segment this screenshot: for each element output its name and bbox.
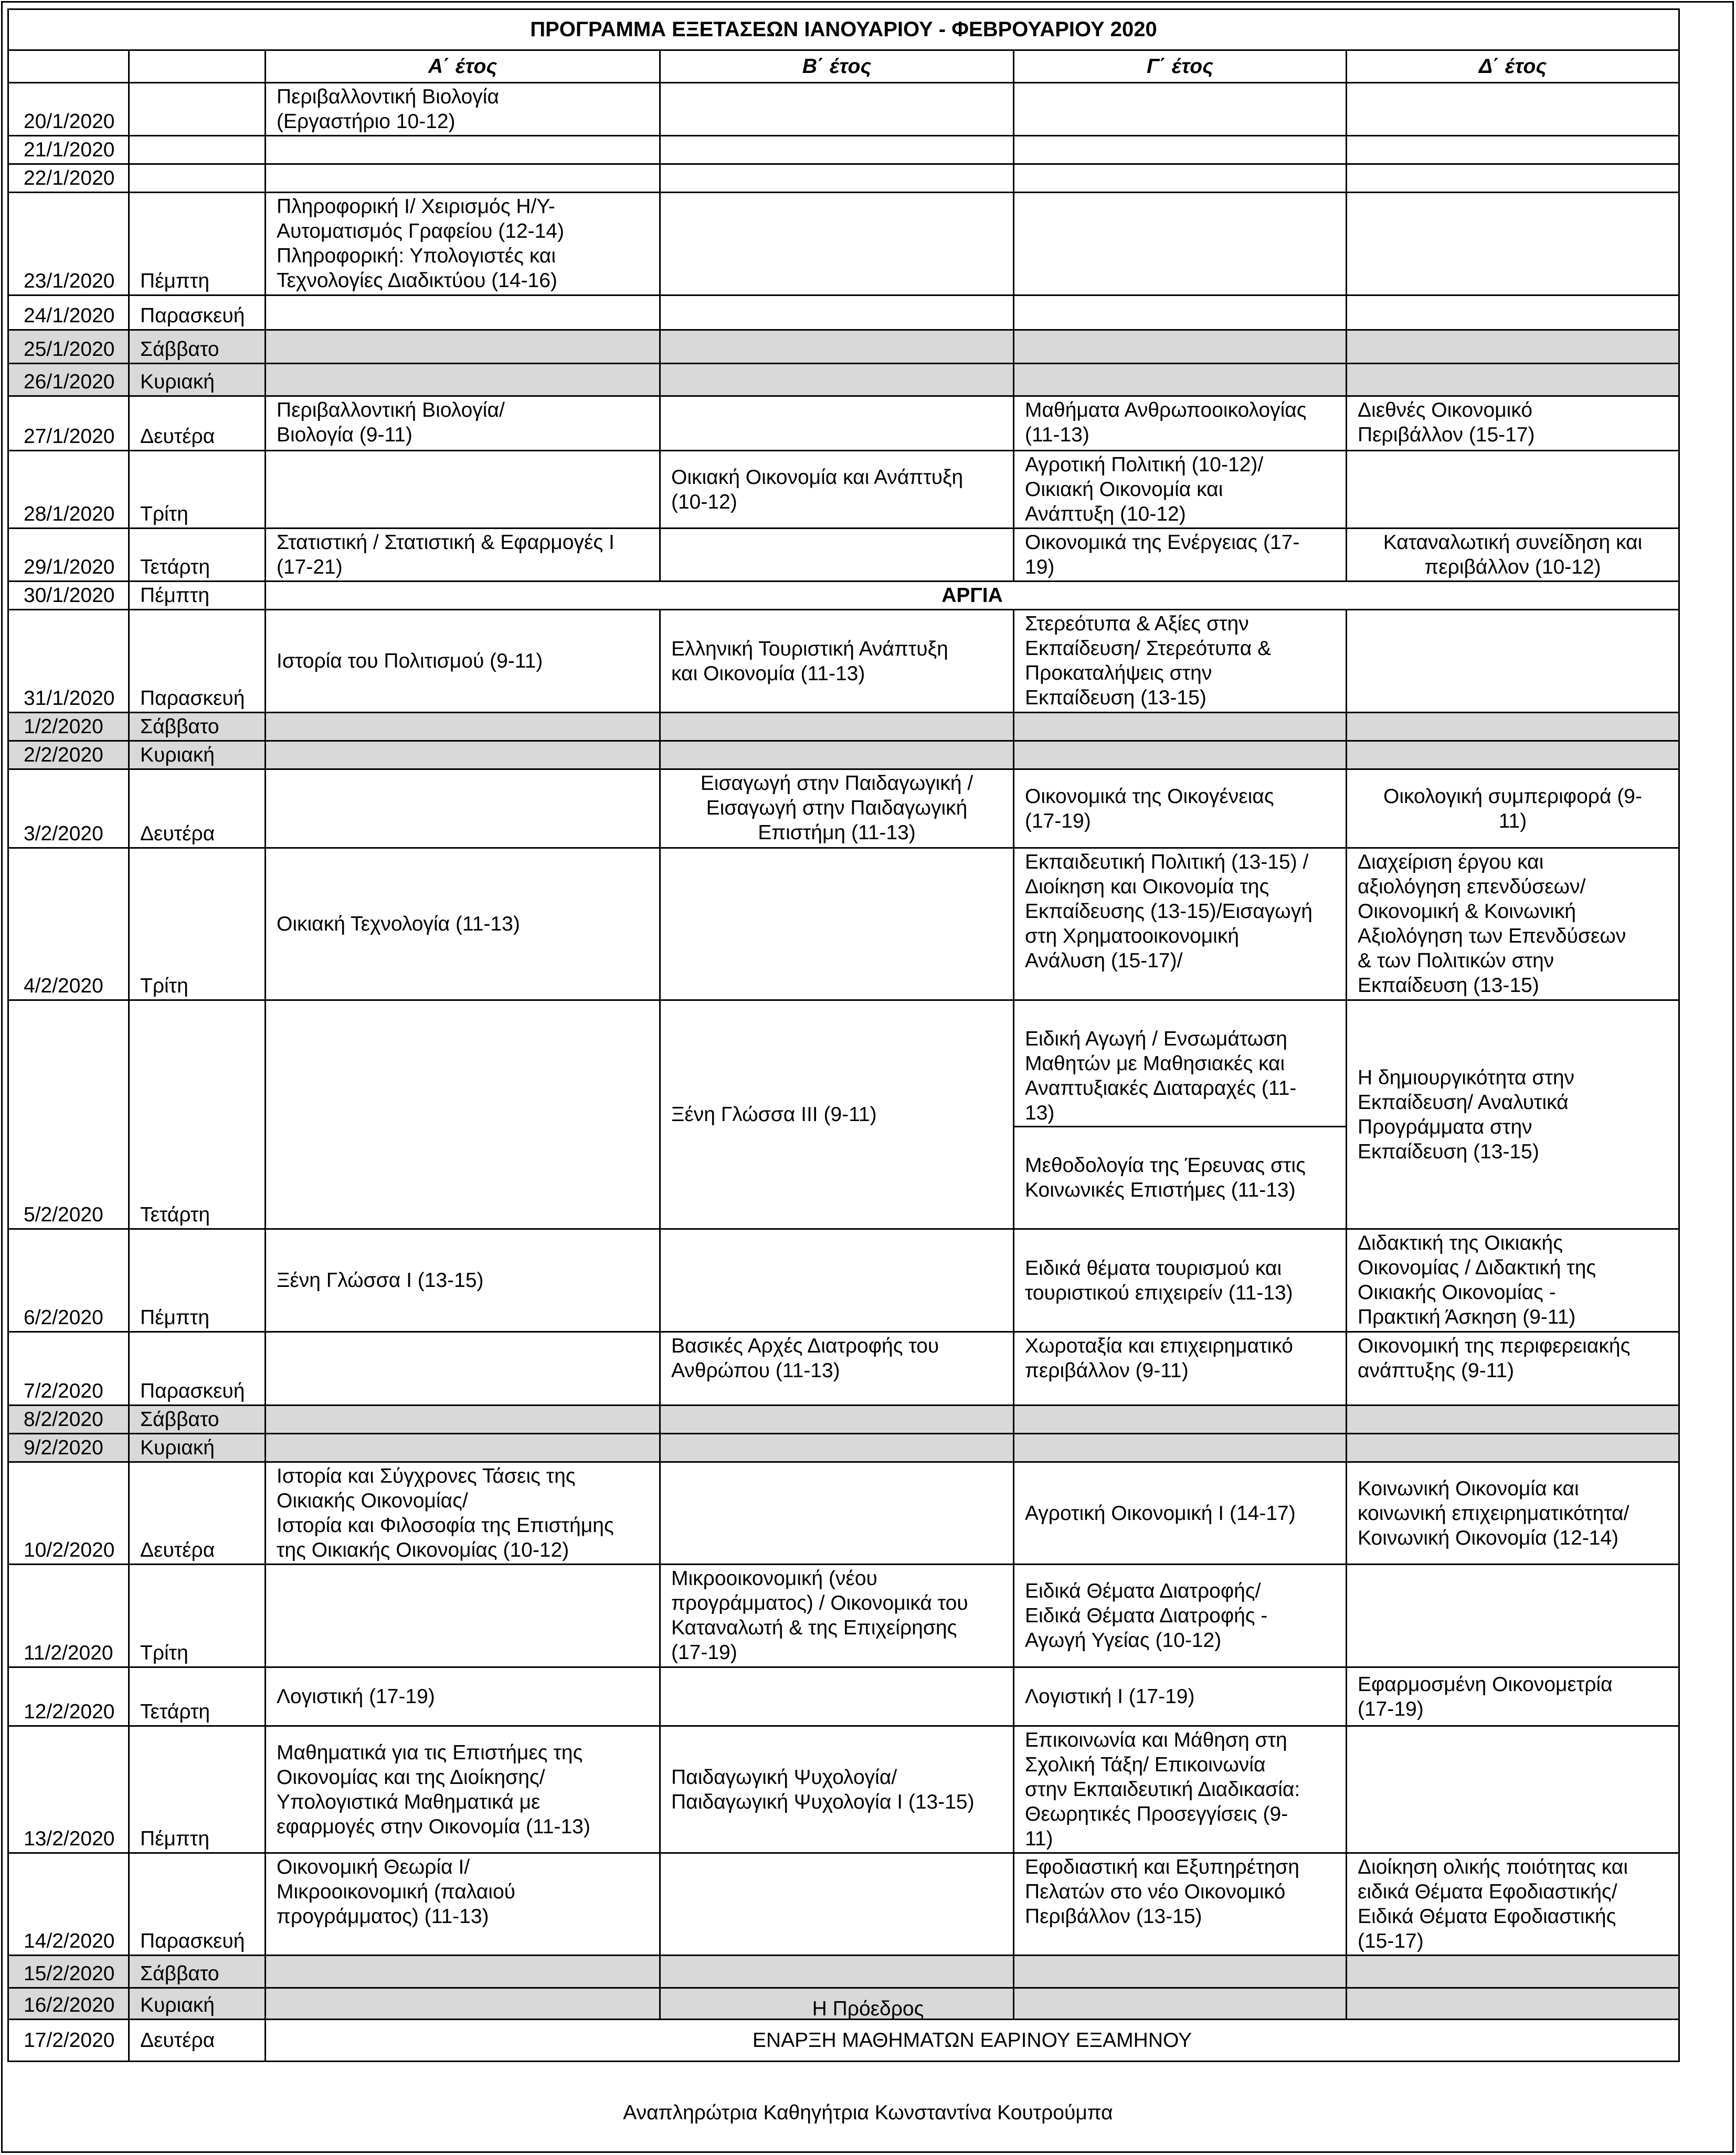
weekend-row	[8, 364, 1679, 396]
date-cell: 17/2/2020	[8, 2020, 129, 2062]
weekend-row	[8, 741, 1679, 769]
year-d-cell	[1347, 1565, 1679, 1667]
schedule-row	[8, 769, 1679, 848]
year-b-cell: Εισαγωγή στην Παιδαγωγική / Εισαγωγή στην Παιδαγωγική Επιστήμη (11-13)	[660, 769, 1014, 848]
year-b-cell	[660, 1853, 1014, 1956]
year-b-cell: Παιδαγωγική Ψυχολογία/ Παιδαγωγική Ψυχολογία Ι (13-15)	[660, 1726, 1014, 1853]
day-cell: Τετάρτη	[129, 1000, 266, 1229]
year-b-cell: Βασικές Αρχές Διατροφής του Ανθρώπου (11-13)	[660, 1332, 1014, 1406]
year-a-cell	[266, 1332, 660, 1406]
header-date	[8, 50, 129, 83]
year-a-cell	[266, 1956, 660, 1988]
year-c-cell: Μαθήματα Ανθρωποοικολογίας (11-13)	[1014, 396, 1347, 451]
date-cell: 26/1/2020	[8, 364, 129, 396]
holiday-row	[8, 582, 1679, 610]
year-d-cell: Καταναλωτική συνείδηση και περιβάλλον (10-12)	[1347, 529, 1679, 582]
year-b-cell	[660, 193, 1014, 295]
day-cell: Πέμπτη	[129, 1229, 266, 1332]
date-cell: 13/2/2020	[8, 1726, 129, 1853]
year-a-cell	[266, 136, 660, 164]
date-cell: 4/2/2020	[8, 848, 129, 1000]
header-year-b: Β΄ έτος	[660, 50, 1014, 83]
year-c-cell	[1014, 364, 1347, 396]
year-b-cell	[660, 136, 1014, 164]
year-a-cell	[266, 713, 660, 741]
year-c-cell: Ειδικά θέματα τουρισμού και τουριστικού επιχειρείν (11-13)	[1014, 1229, 1347, 1332]
year-c-cell: Οικονομικά της Οικογένειας (17-19)	[1014, 769, 1347, 848]
year-b-cell: Ελληνική Τουριστική Ανάπτυξη και Οικονομία (11-13)	[660, 610, 1014, 713]
year-a-cell	[266, 330, 660, 364]
day-cell: Κυριακή	[129, 741, 266, 769]
date-cell: 14/2/2020	[8, 1853, 129, 1956]
year-a-cell	[266, 1434, 660, 1462]
year-b-cell	[660, 1956, 1014, 1988]
year-a-cell: Μαθηματικά για τις Επιστήμες της Οικονομίας και της Διοίκησης/ Υπολογιστικά Μαθηματικά με εφαρμογές στην Οικονομία (11-13)	[266, 1726, 660, 1853]
year-c-cell	[1014, 193, 1347, 295]
date-cell: 30/1/2020	[8, 582, 129, 610]
schedule-row	[8, 1565, 1679, 1667]
year-d-cell	[1347, 1434, 1679, 1462]
date-cell: 8/2/2020	[8, 1406, 129, 1434]
year-d-cell	[1347, 295, 1679, 330]
year-b-cell	[660, 1667, 1014, 1726]
schedule-row	[8, 1853, 1679, 1956]
year-d-cell: Διδακτική της Οικιακής Οικονομίας / Διδακτική της Οικιακής Οικονομίας - Πρακτική Άσκηση (9-11)	[1347, 1229, 1679, 1332]
year-d-cell: Η δημιουργικότητα στην Εκπαίδευση/ Αναλυτικά Προγράμματα στην Εκπαίδευση (13-15)	[1347, 1000, 1679, 1229]
year-b-cell	[660, 164, 1014, 193]
year-d-cell	[1347, 741, 1679, 769]
date-cell: 3/2/2020	[8, 769, 129, 848]
date-cell: 28/1/2020	[8, 451, 129, 529]
year-a-cell: Περιβαλλοντική Βιολογία (Εργαστήριο 10-12)	[266, 83, 660, 136]
year-d-cell: Εφαρμοσμένη Οικονομετρία (17-19)	[1347, 1667, 1679, 1726]
header-year-c: Γ΄ έτος	[1014, 50, 1347, 83]
day-cell: Κυριακή	[129, 1434, 266, 1462]
day-cell: Παρασκευή	[129, 610, 266, 713]
weekend-row	[8, 1434, 1679, 1462]
year-c-cell: Επικοινωνία και Μάθηση στη Σχολική Τάξη/ Επικοινωνία στην Εκπαιδευτική Διαδικασία: Θεωρητικές Προσεγγίσεις (9- 11)	[1014, 1726, 1347, 1853]
year-d-cell: Οικολογική συμπεριφορά (9- 11)	[1347, 769, 1679, 848]
year-b-cell	[660, 741, 1014, 769]
date-cell: 2/2/2020	[8, 741, 129, 769]
header-year-a: Α΄ έτος	[266, 50, 660, 83]
year-c-cell	[1014, 1000, 1347, 1229]
schedule-row	[8, 1000, 1679, 1229]
year-b-cell	[660, 83, 1014, 136]
year-c-cell	[1014, 330, 1347, 364]
year-b-cell	[660, 713, 1014, 741]
holiday-label: ΑΡΓΙΑ	[266, 582, 1679, 610]
year-b-cell	[660, 1229, 1014, 1332]
year-b-cell: Ξένη Γλώσσα ΙΙΙ (9-11)	[660, 1000, 1014, 1229]
day-cell: Τετάρτη	[129, 1667, 266, 1726]
schedule-row	[8, 451, 1679, 529]
header-day	[129, 50, 266, 83]
year-d-cell	[1347, 330, 1679, 364]
year-c-cell: Ειδικά Θέματα Διατροφής/ Ειδικά Θέματα Διατροφής - Αγωγή Υγείας (10-12)	[1014, 1565, 1347, 1667]
year-d-cell: Διεθνές Οικονομικό Περιβάλλον (15-17)	[1347, 396, 1679, 451]
exam-schedule-table	[7, 8, 1680, 2062]
day-cell: Δευτέρα	[129, 1462, 266, 1565]
signer-name: Αναπληρώτρια Καθηγήτρια Κωνσταντίνα Κουτρούμπα	[623, 2101, 1113, 2124]
schedule-row	[8, 295, 1679, 330]
date-cell: 24/1/2020	[8, 295, 129, 330]
day-cell: Κυριακή	[129, 364, 266, 396]
day-cell: Πέμπτη	[129, 582, 266, 610]
weekend-row	[8, 713, 1679, 741]
year-d-cell: Διαχείριση έργου και αξιολόγηση επενδύσεων/ Οικονομική & Κοινωνική Αξιολόγηση των Επενδύσεων & των Πολιτικών στην Εκπαίδευση (13-15)	[1347, 848, 1679, 1000]
year-a-cell	[266, 451, 660, 529]
day-cell	[129, 83, 266, 136]
year-b-cell	[660, 1406, 1014, 1434]
date-cell: 11/2/2020	[8, 1565, 129, 1667]
year-c-cell: Εφοδιαστική και Εξυπηρέτηση Πελατών στο νέο Οικονομικό Περιβάλλον (13-15)	[1014, 1853, 1347, 1956]
year-c-cell: Οικονομικά της Ενέργειας (17- 19)	[1014, 529, 1347, 582]
year-d-cell	[1347, 1726, 1679, 1853]
year-d-cell	[1347, 136, 1679, 164]
day-cell: Πέμπτη	[129, 193, 266, 295]
year-b-cell	[660, 330, 1014, 364]
date-cell: 5/2/2020	[8, 1000, 129, 1229]
schedule-row	[8, 848, 1679, 1000]
year-c-cell	[1014, 713, 1347, 741]
date-cell: 25/1/2020	[8, 330, 129, 364]
date-cell: 21/1/2020	[8, 136, 129, 164]
date-cell: 22/1/2020	[8, 164, 129, 193]
schedule-row	[8, 1332, 1679, 1406]
year-a-cell	[266, 164, 660, 193]
date-cell: 15/2/2020	[8, 1956, 129, 1988]
schedule-row	[8, 1726, 1679, 1853]
day-cell: Τρίτη	[129, 1565, 266, 1667]
weekend-row	[8, 1956, 1679, 1988]
year-a-cell: Οικιακή Τεχνολογία (11-13)	[266, 848, 660, 1000]
date-cell: 20/1/2020	[8, 83, 129, 136]
weekend-row	[8, 1406, 1679, 1434]
year-c-cell	[1014, 136, 1347, 164]
year-a-cell: Πληροφορική Ι/ Χειρισμός Η/Υ- Αυτοματισμός Γραφείου (12-14) Πληροφορική: Υπολογιστές και Τεχνολογίες Διαδικτύου (14-16)	[266, 193, 660, 295]
year-a-cell	[266, 295, 660, 330]
year-a-cell: Περιβαλλοντική Βιολογία/ Βιολογία (9-11)	[266, 396, 660, 451]
year-c-cell: Στερεότυπα & Αξίες στην Εκπαίδευση/ Στερεότυπα & Προκαταλήψεις στην Εκπαίδευση (13-15)	[1014, 610, 1347, 713]
date-cell: 12/2/2020	[8, 1667, 129, 1726]
date-cell: 16/2/2020	[8, 1988, 129, 2020]
year-d-cell	[1347, 451, 1679, 529]
day-cell: Τετάρτη	[129, 529, 266, 582]
schedule-row	[8, 610, 1679, 713]
day-cell: Τρίτη	[129, 451, 266, 529]
year-a-cell: Λογιστική (17-19)	[266, 1667, 660, 1726]
year-d-cell	[1347, 713, 1679, 741]
year-d-cell: Κοινωνική Οικονομία και κοινωνική επιχειρηματικότητα/ Κοινωνική Οικονομία (12-14)	[1347, 1462, 1679, 1565]
year-c-cell	[1014, 164, 1347, 193]
day-cell: Δευτέρα	[129, 2020, 266, 2062]
schedule-row	[8, 1229, 1679, 1332]
year-d-cell	[1347, 83, 1679, 136]
date-cell: 1/2/2020	[8, 713, 129, 741]
day-cell: Παρασκευή	[129, 1853, 266, 1956]
schedule-row	[8, 1667, 1679, 1726]
date-cell: 6/2/2020	[8, 1229, 129, 1332]
weekend-row	[8, 330, 1679, 364]
year-c-cell: Εκπαιδευτική Πολιτική (13-15) / Διοίκηση και Οικονομία της Εκπαίδευσης (13-15)/Εισαγωγή στη Χρηματοοικονομική Ανάλυση (15-17)/	[1014, 848, 1347, 1000]
schedule-row	[8, 1462, 1679, 1565]
year-c-cell: Χωροταξία και επιχειρηματικό περιβάλλον (9-11)	[1014, 1332, 1347, 1406]
year-b-cell	[660, 848, 1014, 1000]
year-a-cell: Ιστορία του Πολιτισμού (9-11)	[266, 610, 660, 713]
day-cell	[129, 164, 266, 193]
schedule-row	[8, 164, 1679, 193]
year-a-cell: Στατιστική / Στατιστική & Εφαρμογές Ι (17-21)	[266, 529, 660, 582]
year-b-cell	[660, 529, 1014, 582]
year-d-cell: Διοίκηση ολικής ποιότητας και ειδικά Θέματα Εφοδιαστικής/ Ειδικά Θέματα Εφοδιαστικής (15-17)	[1347, 1853, 1679, 1956]
date-cell: 29/1/2020	[8, 529, 129, 582]
year-b-cell	[660, 1434, 1014, 1462]
year-a-cell	[266, 1406, 660, 1434]
day-cell: Τρίτη	[129, 848, 266, 1000]
schedule-row	[8, 396, 1679, 451]
year-a-cell	[266, 1000, 660, 1229]
year-d-cell	[1347, 364, 1679, 396]
day-cell	[129, 136, 266, 164]
year-a-cell	[266, 1565, 660, 1667]
date-cell: 23/1/2020	[8, 193, 129, 295]
year-d-cell: Οικονομική της περιφερειακής ανάπτυξης (9-11)	[1347, 1332, 1679, 1406]
year-a-cell	[266, 769, 660, 848]
year-c-cell: Αγροτική Πολιτική (10-12)/ Οικιακή Οικονομία και Ανάπτυξη (10-12)	[1014, 451, 1347, 529]
year-d-cell	[1347, 164, 1679, 193]
date-cell: 10/2/2020	[8, 1462, 129, 1565]
day-cell: Σάββατο	[129, 713, 266, 741]
year-a-cell: Ξένη Γλώσσα Ι (13-15)	[266, 1229, 660, 1332]
year-d-cell	[1347, 610, 1679, 713]
schedule-row	[8, 193, 1679, 295]
year-c-cell	[1014, 1434, 1347, 1462]
year-b-cell	[660, 295, 1014, 330]
schedule-row	[8, 2020, 1679, 2062]
year-a-cell: Οικονομική Θεωρία Ι/ Μικροοικονομική (παλαιού προγράμματος) (11-13)	[266, 1853, 660, 1956]
day-cell: Παρασκευή	[129, 295, 266, 330]
schedule-row	[8, 136, 1679, 164]
year-c-cell	[1014, 1406, 1347, 1434]
date-cell: 7/2/2020	[8, 1332, 129, 1406]
year-c-subcell: Ειδική Αγωγή / Ενσωμάτωση Μαθητών με Μαθησιακές και Αναπτυξιακές Διαταραχές (11- 13)	[1014, 1026, 1346, 1127]
day-cell: Σάββατο	[129, 1406, 266, 1434]
year-b-cell	[660, 396, 1014, 451]
date-cell: 27/1/2020	[8, 396, 129, 451]
year-c-subcell: Μεθοδολογία της Έρευνας στις Κοινωνικές Επιστήμες (11-13)	[1025, 1154, 1306, 1201]
semester-start-note: ΕΝΑΡΞΗ ΜΑΘΗΜΑΤΩΝ ΕΑΡΙΝΟΥ ΕΞΑΜΗΝΟΥ	[266, 2020, 1679, 2062]
year-a-cell	[266, 741, 660, 769]
year-d-cell	[1347, 193, 1679, 295]
day-cell: Δευτέρα	[129, 396, 266, 451]
year-b-cell	[660, 1462, 1014, 1565]
year-b-cell: Οικιακή Οικονομία και Ανάπτυξη (10-12)	[660, 451, 1014, 529]
schedule-row	[8, 529, 1679, 582]
year-c-cell	[1014, 741, 1347, 769]
year-d-cell	[1347, 1956, 1679, 1988]
year-c-cell	[1014, 83, 1347, 136]
date-cell: 31/1/2020	[8, 610, 129, 713]
day-cell: Κυριακή	[129, 1988, 266, 2020]
year-c-cell: Αγροτική Οικονομική Ι (14-17)	[1014, 1462, 1347, 1565]
year-b-cell	[660, 364, 1014, 396]
day-cell: Παρασκευή	[129, 1332, 266, 1406]
schedule-row	[8, 83, 1679, 136]
year-a-cell	[266, 364, 660, 396]
year-d-cell	[1347, 1406, 1679, 1434]
day-cell: Σάββατο	[129, 1956, 266, 1988]
year-c-cell: Λογιστική Ι (17-19)	[1014, 1667, 1347, 1726]
year-a-cell: Ιστορία και Σύγχρονες Τάσεις της Οικιακής Οικονομίας/ Ιστορία και Φιλοσοφία της Επιστήμης της Οικιακής Οικονομίας (10-12)	[266, 1462, 660, 1565]
header-year-d: Δ΄ έτος	[1347, 50, 1679, 83]
year-b-cell: Μικροοικονομική (νέου προγράμματος) / Οικονομικά του Καταναλωτή & της Επιχείρησης (17-19)	[660, 1565, 1014, 1667]
year-c-cell	[1014, 1956, 1347, 1988]
day-cell: Πέμπτη	[129, 1726, 266, 1853]
day-cell: Σάββατο	[129, 330, 266, 364]
chair-title: Η Πρόεδρος	[812, 1998, 924, 2020]
date-cell: 9/2/2020	[8, 1434, 129, 1462]
day-cell: Δευτέρα	[129, 769, 266, 848]
year-c-cell	[1014, 295, 1347, 330]
schedule-title: ΠΡΟΓΡΑΜΜΑ ΕΞΕΤΑΣΕΩΝ ΙΑΝΟΥΑΡΙΟΥ - ΦΕΒΡΟΥΑΡΙΟΥ 2020	[8, 9, 1679, 50]
